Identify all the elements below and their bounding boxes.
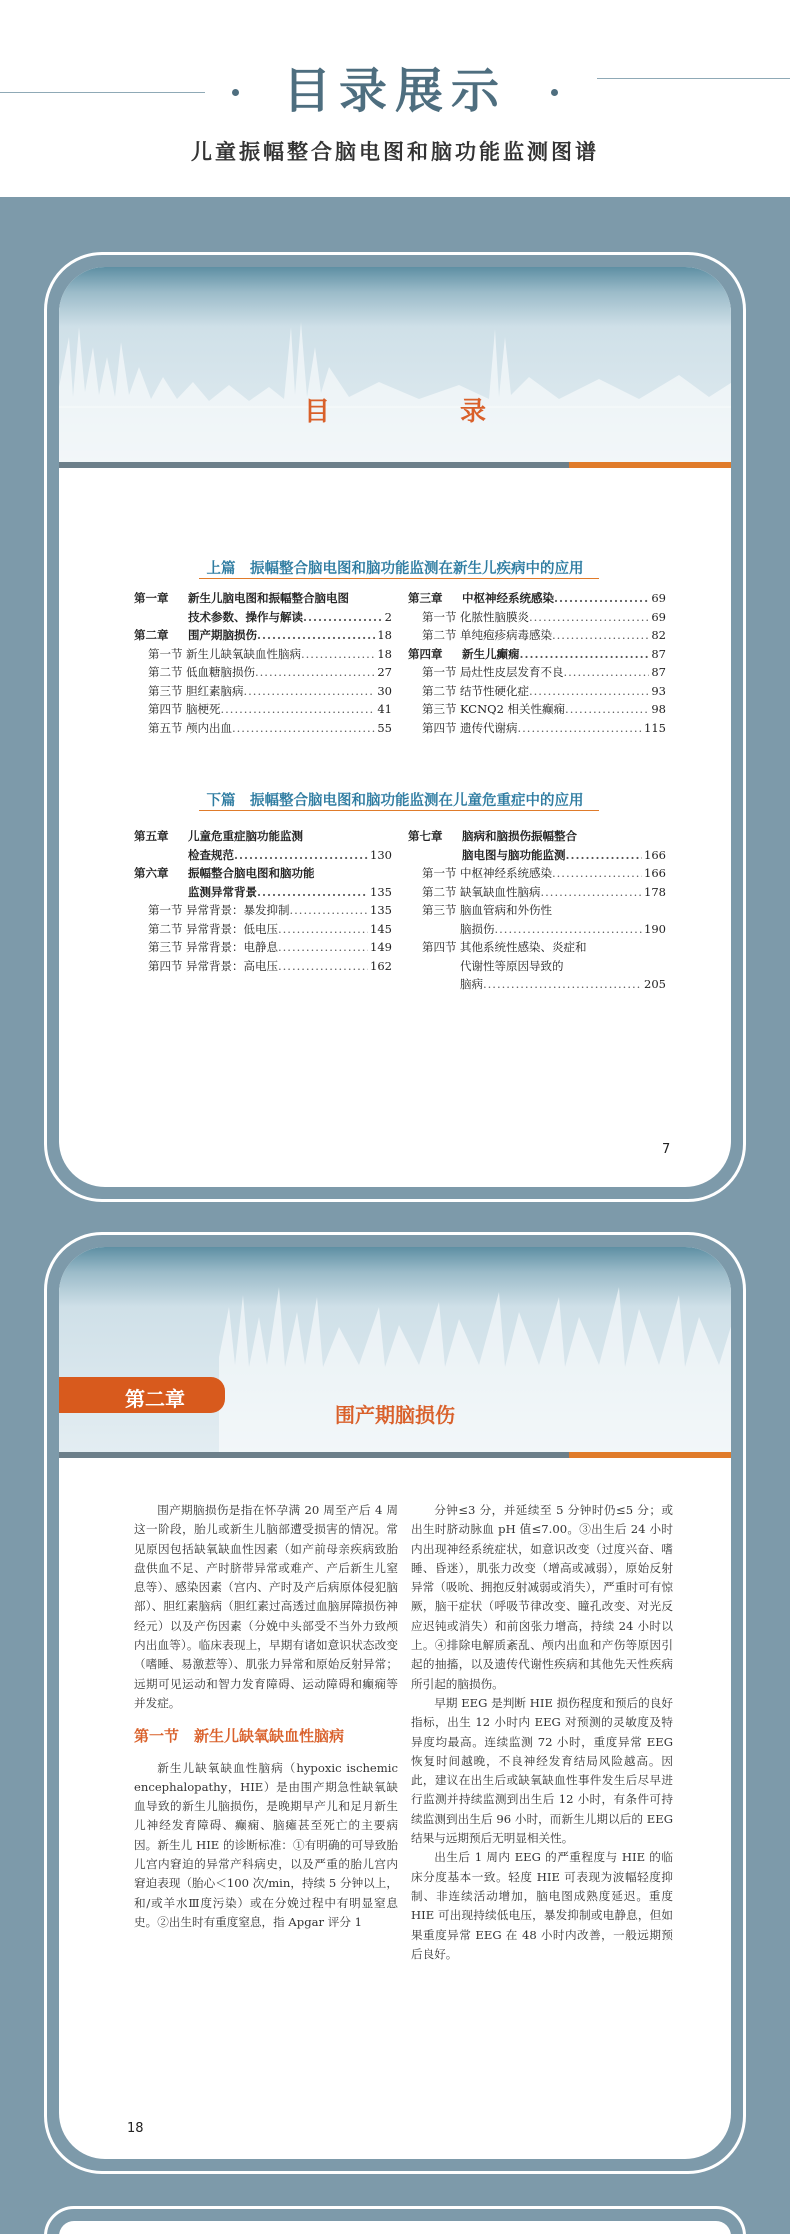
toc-entry-page: 93: [649, 682, 666, 701]
toc-entry-title: 检查规范 .....: [188, 846, 368, 865]
toc-chapter-entry: [408, 827, 666, 846]
page-number: 18: [127, 2121, 144, 2136]
chapter-page: [59, 1247, 731, 2159]
toc-entry-title: 异常背景：暴发抑制 .....: [186, 901, 368, 920]
toc-section-entry: [134, 645, 392, 664]
toc-entry-title: 脑梗死 .....: [186, 700, 375, 719]
page-number: 7: [662, 1142, 671, 1157]
toc-entry-number: 第一节: [422, 609, 457, 624]
toc-section-entry: [408, 626, 666, 645]
toc-section-entry: [408, 901, 666, 920]
toc-section-entry: [408, 700, 666, 719]
toc-entry-page: 178: [642, 883, 666, 902]
toc-entry-number: 第五节: [148, 720, 183, 735]
toc-entry-title: 技术参数、操作与解读 .....: [188, 608, 383, 627]
toc-entry-page: 166: [642, 864, 666, 883]
toc-entry-page: 18: [375, 626, 392, 645]
toc-section-entry: [408, 864, 666, 883]
toc-entry-page: 190: [642, 920, 666, 939]
toc-entry-page: 55: [375, 719, 392, 738]
eeg-waveform-decoration: [59, 267, 731, 462]
toc-section-entry: [408, 682, 666, 701]
part1-heading: 上篇 振幅整合脑电图和脑功能监测在新生儿疾病中的应用: [206, 561, 584, 577]
banner-gray-bar: [59, 1452, 569, 1458]
toc-entry-title: 中枢神经系统感染 .....: [460, 864, 642, 883]
toc-entry-title: 脑病和脑损伤振幅整合: [462, 829, 577, 843]
toc-entry-page: 69: [649, 589, 666, 608]
toc-heading: 目 录: [303, 397, 538, 427]
toc-entry-title: 结节性硬化症 .....: [460, 682, 649, 701]
toc-entry-page: 87: [649, 645, 666, 664]
toc-section-entry: [134, 719, 392, 738]
toc-entry-title: 脑电图与脑功能监测 .....: [462, 846, 642, 865]
toc-entry-page: 18: [375, 645, 392, 664]
toc-entry-continuation: [408, 957, 666, 976]
toc-entry-title: 异常背景：低电压 .....: [186, 920, 368, 939]
toc-entry-page: 145: [368, 920, 392, 939]
toc-section-entry: [408, 883, 666, 902]
section-heading: 第一节 新生儿缺氧缺血性脑病: [134, 1727, 345, 1746]
toc-section-entry: [408, 719, 666, 738]
toc-entry-page: 135: [368, 901, 392, 920]
toc-entry-title: 低血糖脑损伤 .....: [186, 663, 375, 682]
part1-underline: [199, 578, 599, 579]
toc-entry-number: 第四节: [422, 720, 457, 735]
toc-entry-page: 41: [375, 700, 392, 719]
toc-entry-number: 第三章: [408, 591, 443, 605]
toc-entry-continuation: [408, 846, 666, 865]
toc-section-entry: [134, 957, 392, 976]
toc-entry-title: 振幅整合脑电图和脑功能: [188, 866, 315, 880]
toc-entry-title: 脑病 .....: [460, 975, 642, 994]
next-page-card: [44, 2206, 746, 2234]
toc-section-entry: [408, 938, 666, 957]
toc-section-entry: [408, 608, 666, 627]
toc-entry-number: 第二章: [134, 628, 169, 642]
toc-entry-number: 第三节: [422, 702, 457, 716]
body-left-column: [134, 1501, 398, 1932]
toc-chapter-entry: [408, 589, 666, 608]
toc-entry-title: 围产期脑损伤 .....: [188, 626, 375, 645]
toc-entry-title: 缺氧缺血性脑病 .....: [460, 883, 642, 902]
part1-right-list: [408, 589, 666, 737]
next-page: [59, 2221, 731, 2234]
toc-chapter-entry: [134, 626, 392, 645]
toc-entry-number: 第一章: [134, 591, 169, 605]
toc-section-entry: [134, 901, 392, 920]
toc-entry-number: 第六章: [134, 866, 169, 880]
toc-entry-continuation: [134, 846, 392, 865]
toc-entry-title: 儿童危重症脑功能监测: [188, 829, 303, 843]
toc-entry-title: 胆红素脑病 .....: [186, 682, 375, 701]
toc-entry-page: 87: [649, 663, 666, 682]
toc-chapter-entry: [134, 589, 392, 608]
toc-entry-title: 中枢神经系统感染 .....: [462, 589, 649, 608]
toc-entry-number: 第二节: [422, 683, 457, 698]
toc-entry-number: 第三节: [422, 903, 457, 917]
toc-entry-title: 单纯疱疹病毒感染 .....: [460, 626, 649, 645]
part2-left-list: [134, 827, 392, 975]
part2-right-list: [408, 827, 666, 994]
body-paragraph: 新生儿缺氧缺血性脑病（hypoxic ischemic encephalopathy，HIE）是由围产期急性缺氧缺血导致的新生儿脑损伤，是晚期早产儿和足月新生儿神经发育障碍、癫痫、脑瘫甚至死亡的主要病因。新生儿 HIE 的诊断标准：①有明确的可导致胎儿宫内窘迫的异常产科病史，以及严重的胎儿宫内窘迫表现（胎心＜100 次/min，持续 5 分钟以上，和/或羊水Ⅲ度污染）或在分娩过程中有明显窒息史。②出生时有重度窒息，指 Apgar 评分 1: [134, 1760, 398, 1929]
body-paragraph: 出生后 1 周内 EEG 的严重程度与 HIE 的临床分度基本一致。轻度 HIE 可表现为波幅轻度抑制、非连续活动增加，脑电图成熟度延迟。重度 HIE 可出现持续低电压，暴发抑制或电静息，但如果重度异常 EEG 在 48 小时内改善，一般远期预后良好。: [411, 1850, 673, 1961]
toc-entry-continuation: [134, 608, 392, 627]
toc-entry-title: 遗传代谢病 .....: [460, 719, 642, 738]
banner-orange-bar: [569, 462, 731, 468]
toc-entry-page: 135: [368, 883, 392, 902]
toc-entry-page: 149: [368, 938, 392, 957]
toc-entry-number: 第一节: [422, 866, 457, 880]
body-paragraph: 围产期脑损伤是指在怀孕满 20 周至产后 4 周这一阶段，胎儿或新生儿脑部遭受损害的情况。常见原因包括缺氧缺血性因素（如产前母亲疾病致胎盘供血不足、产时脐带异常或难产、产后新生儿窒息等）、感染因素（宫内、产时及产后病原体侵犯脑部）、胆红素脑病（胆红素过高透过血脑屏障损伤神经元）以及产伤因素（分娩中头部受不当外力致颅内出血等）。临床表现上，早期有诸如意识状态改变（嗜睡、易激惹等）、肌张力异常和原始反射异常；远期可见运动和智力发育障碍、运动障碍和癫痫等并发症。: [134, 1503, 398, 1710]
page-subtitle: 儿童振幅整合脑电图和脑功能监测图谱: [191, 140, 599, 164]
toc-entry-title: 新生儿脑电图和振幅整合脑电图: [188, 591, 349, 605]
toc-entry-title: KCNQ2 相关性癫痫 .....: [460, 700, 649, 719]
toc-entry-continuation: [134, 883, 392, 902]
chapter-tag: 第二章: [59, 1377, 225, 1413]
toc-entry-continuation: [408, 920, 666, 939]
toc-page: [59, 267, 731, 1187]
toc-section-entry: [134, 700, 392, 719]
toc-entry-page: 162: [368, 957, 392, 976]
toc-entry-page: 82: [649, 626, 666, 645]
toc-entry-number: 第四节: [148, 958, 183, 973]
toc-entry-number: 第一节: [148, 903, 183, 917]
body-right-column: [411, 1501, 673, 1964]
toc-entry-number: 第二节: [422, 884, 457, 899]
toc-page-card: [44, 252, 746, 1202]
banner-orange-bar: [569, 1452, 731, 1458]
banner-gray-bar: [59, 462, 569, 468]
toc-entry-page: 30: [375, 682, 392, 701]
body-paragraph: 早期 EEG 是判断 HIE 损伤程度和预后的良好指标，出生 12 小时内 EEG 对预测的灵敏度及特异度均最高。连续监测 72 小时，重度异常 EEG 恢复时间越晚，不良神经发育结局风险越高。因此，建议在出生后或缺氧缺血性事件发生后尽早进行监测并持续监测到出生后 12 小时，有条件可持续监测到出生后 96 小时，而新生儿期以后的 EEG 结果与远期预后无明显相关性。: [411, 1695, 673, 1846]
toc-entry-number: 第一节: [148, 646, 183, 661]
toc-entry-title: 脑损伤 .....: [460, 920, 642, 939]
part2-heading: 下篇 振幅整合脑电图和脑功能监测在儿童危重症中的应用: [206, 793, 584, 809]
toc-entry-title: 局灶性皮层发育不良 .....: [460, 663, 649, 682]
toc-entry-title: 监测异常背景 .....: [188, 883, 368, 902]
toc-entry-number: 第五章: [134, 829, 169, 843]
toc-entry-page: 98: [649, 700, 666, 719]
body-paragraph: 分钟≤3 分，并延续至 5 分钟时仍≤5 分；或出生时脐动脉血 pH 值≤7.00。③出生后 24 小时内出现神经系统症状，如意识改变（过度兴奋、嗜睡、昏迷），肌张力改变（增高或减弱），原始反射异常（吸吮、拥抱反射减弱或消失），严重时可有惊厥，脑干症状（呼吸节律改变、瞳孔改变、对光反应迟钝或消失）和前囟张力增高，持续 24 小时以上。④排除电解质紊乱、颅内出血和产伤等原因引起的抽搐，以及遗传代谢性疾病和其他先天性疾病所引起的脑损伤。: [411, 1503, 673, 1691]
toc-entry-page: 130: [368, 846, 392, 865]
toc-chapter-entry: [134, 827, 392, 846]
toc-entry-number: 第四章: [408, 646, 443, 661]
toc-entry-page: 166: [642, 846, 666, 865]
toc-entry-number: 第七章: [408, 829, 443, 843]
toc-entry-page: 115: [642, 719, 666, 738]
toc-entry-title: 化脓性脑膜炎 .....: [460, 608, 649, 627]
toc-entry-number: 第二节: [422, 628, 457, 642]
toc-entry-continuation: [408, 975, 666, 994]
part2-underline: [199, 810, 599, 811]
toc-section-entry: [134, 938, 392, 957]
toc-entry-page: 27: [375, 663, 392, 682]
toc-chapter-entry: [408, 645, 666, 664]
toc-entry-number: 第二节: [148, 665, 183, 679]
toc-entry-number: 第三节: [148, 683, 183, 698]
toc-entry-page: 2: [383, 608, 392, 627]
toc-entry-number: 第三节: [148, 940, 183, 954]
toc-entry-title: 脑血管病和外伤性: [460, 903, 552, 917]
toc-chapter-entry: [134, 864, 392, 883]
toc-entry-title: 异常背景：高电压 .....: [186, 957, 368, 976]
chapter-title: 围产期脑损伤: [335, 1403, 455, 1427]
chapter-page-banner: [59, 1247, 731, 1452]
page-title: 目录展示: [282, 63, 507, 119]
toc-section-entry: [408, 663, 666, 682]
toc-entry-number: 第四节: [422, 940, 457, 954]
toc-entry-title: 异常背景：电静息 .....: [186, 938, 368, 957]
toc-entry-number: 第一节: [422, 665, 457, 679]
page-header: [0, 0, 790, 197]
toc-section-entry: [134, 920, 392, 939]
toc-entry-page: 69: [649, 608, 666, 627]
chapter-page-card: [44, 1232, 746, 2174]
toc-entry-title: 新生儿缺氧缺血性脑病 .....: [186, 645, 375, 664]
toc-section-entry: [134, 682, 392, 701]
toc-entry-title: 新生儿癫痫 .....: [462, 645, 649, 664]
toc-entry-title: 代谢性等原因导致的: [460, 958, 564, 973]
toc-entry-title: 其他系统性感染、炎症和: [460, 940, 587, 954]
toc-entry-number: 第二节: [148, 921, 183, 936]
toc-section-entry: [134, 663, 392, 682]
toc-entry-page: 205: [642, 975, 666, 994]
toc-entry-number: 第四节: [148, 702, 183, 716]
part1-left-list: [134, 589, 392, 737]
toc-page-banner: [59, 267, 731, 462]
toc-entry-title: 颅内出血 .....: [186, 719, 375, 738]
